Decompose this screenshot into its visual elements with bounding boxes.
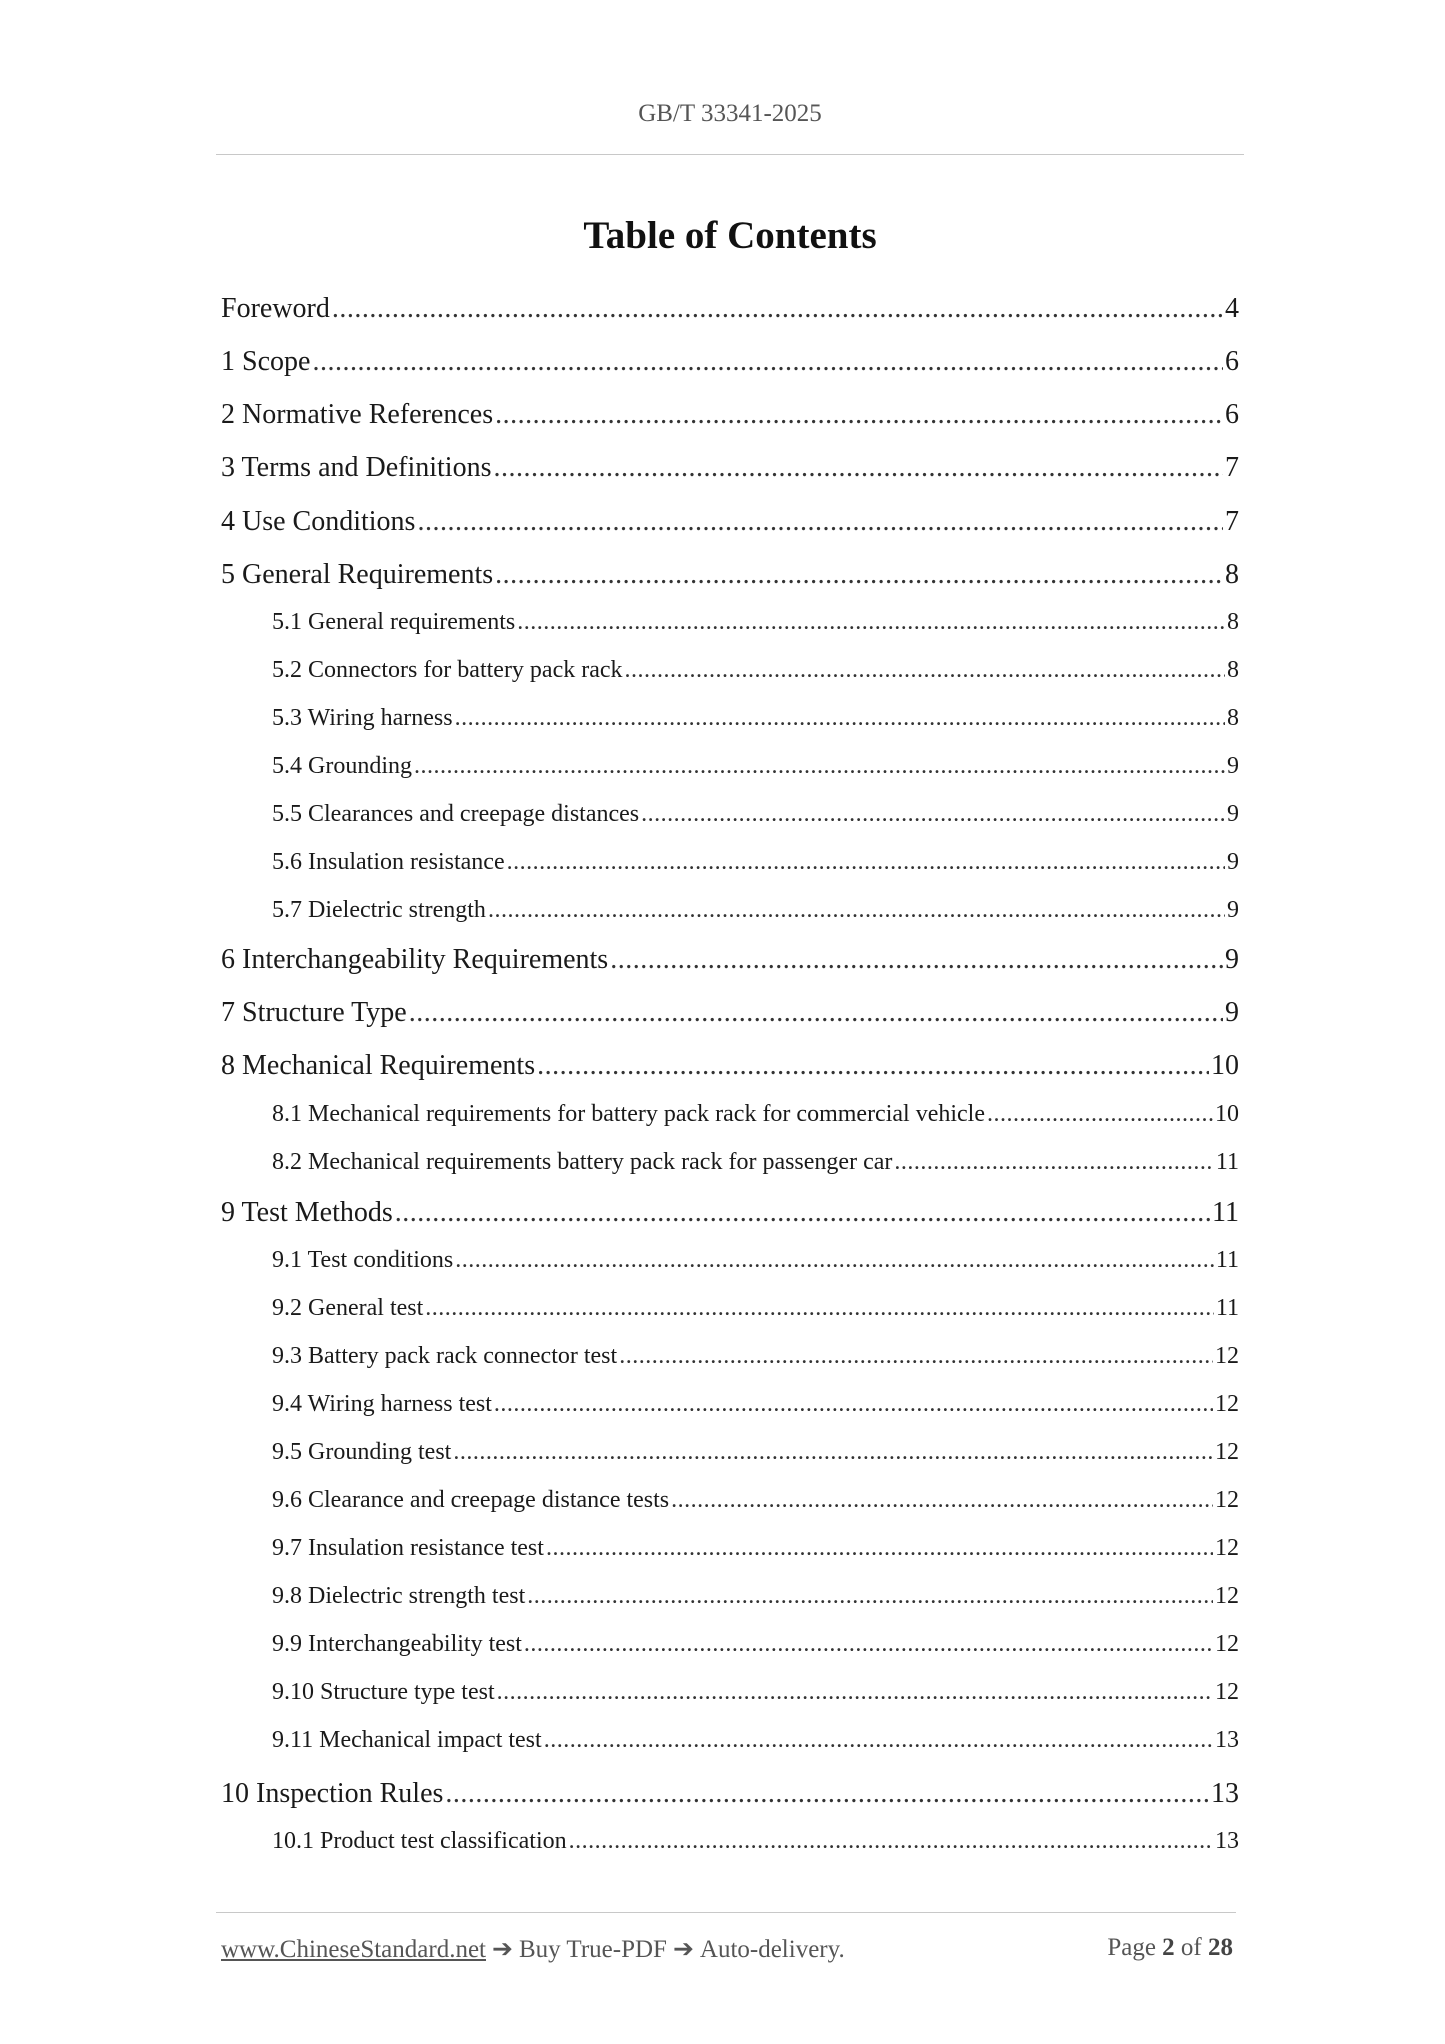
toc-entry[interactable] (272, 1295, 1239, 1322)
toc-entry-page: 8 (1227, 657, 1239, 683)
toc-entry-page: 8 (1227, 609, 1239, 635)
toc-entry-page: 11 (1215, 1149, 1239, 1175)
toc-entry-label: Foreword (221, 293, 330, 324)
dot-leader (417, 506, 1223, 538)
toc-entry[interactable] (272, 1391, 1239, 1418)
toc-entry[interactable] (221, 346, 1239, 378)
toc-entry-label: 9 Test Methods (221, 1197, 393, 1228)
toc-entry-page: 6 (1225, 399, 1239, 430)
toc-entry[interactable] (221, 399, 1239, 431)
toc-entry-page: 13 (1211, 1778, 1239, 1809)
toc-entry-page: 13 (1215, 1727, 1239, 1753)
toc-entry[interactable] (272, 1631, 1239, 1658)
toc-entry-label: 5.2 Connectors for battery pack rack (272, 657, 623, 683)
toc-entry-page: 12 (1215, 1439, 1239, 1465)
dot-leader (544, 1727, 1213, 1754)
toc-entry-label: 9.2 General test (272, 1295, 424, 1321)
toc-entry-page: 11 (1215, 1247, 1239, 1273)
toc-entry[interactable] (221, 559, 1239, 591)
toc-entry-label: 8 Mechanical Requirements (221, 1050, 536, 1081)
toc-entry-page: 11 (1215, 1295, 1239, 1321)
toc-entry-page: 9 (1225, 997, 1239, 1028)
toc-entry-label: 9.6 Clearance and creepage distance tests (272, 1487, 670, 1513)
toc-entry-label: 4 Use Conditions (221, 506, 416, 537)
toc-entry-page: 12 (1215, 1535, 1239, 1561)
arrow-right-icon: ➔ (492, 1936, 513, 1963)
toc-entry-page: 12 (1215, 1391, 1239, 1417)
page-total: 28 (1208, 1934, 1233, 1961)
toc-entry[interactable] (221, 944, 1239, 976)
toc-entry-label: 5.1 General requirements (272, 609, 516, 635)
page-footer (221, 1934, 1233, 1968)
toc-entry[interactable] (272, 1487, 1239, 1514)
toc-entry-page: 9 (1227, 801, 1239, 827)
site-link[interactable]: www.ChineseStandard.net (221, 1936, 486, 1963)
toc-entry-page: 7 (1225, 506, 1239, 537)
toc-entry-label: 8.2 Mechanical requirements battery pack rack for passenger car (272, 1149, 893, 1175)
toc-entry-page: 8 (1227, 705, 1239, 731)
toc-entry[interactable] (221, 506, 1239, 538)
dot-leader (987, 1101, 1213, 1128)
toc-entry-label: 9.1 Test conditions (272, 1247, 454, 1273)
dot-leader (312, 346, 1223, 378)
dot-leader (409, 997, 1223, 1029)
dot-leader (455, 705, 1225, 732)
toc-entry[interactable] (272, 657, 1239, 684)
dot-leader (524, 1631, 1213, 1658)
dot-leader (507, 849, 1225, 876)
toc-entry-label: 9.3 Battery pack rack connector test (272, 1343, 618, 1369)
dot-leader (546, 1535, 1213, 1562)
toc-entry-page: 12 (1215, 1487, 1239, 1513)
toc-entry[interactable] (272, 849, 1239, 876)
delivery-text: Auto-delivery. (699, 1936, 845, 1963)
toc-entry-label: 9.7 Insulation resistance test (272, 1535, 544, 1561)
toc-entry-label: 5.5 Clearances and creepage distances (272, 801, 640, 827)
toc-entry[interactable] (272, 1439, 1239, 1466)
dot-leader (894, 1149, 1214, 1176)
toc-entry[interactable] (272, 801, 1239, 828)
dot-leader (527, 1583, 1213, 1610)
toc-entry-page: 10 (1211, 1050, 1239, 1081)
toc-title: Table of Contents (583, 214, 877, 257)
toc-entry-label: 9.8 Dielectric strength test (272, 1583, 526, 1609)
toc-entry-page: 12 (1215, 1343, 1239, 1369)
toc-entry-page: 9 (1225, 944, 1239, 975)
dot-leader (425, 1295, 1214, 1322)
toc-entry-label: 10.1 Product test classification (272, 1828, 567, 1854)
toc-entry[interactable] (272, 753, 1239, 780)
toc-entry-page: 7 (1225, 452, 1239, 483)
toc-entry-page: 10 (1215, 1101, 1239, 1127)
toc-entry[interactable] (272, 1101, 1239, 1128)
toc-entry-label: 1 Scope (221, 346, 311, 377)
toc-entry-label: 9.9 Interchangeability test (272, 1631, 522, 1657)
toc-entry-label: 7 Structure Type (221, 997, 407, 1028)
toc-entry-page: 12 (1215, 1631, 1239, 1657)
toc-entry-page: 4 (1225, 293, 1239, 324)
toc-entry-page: 6 (1225, 346, 1239, 377)
dot-leader (414, 753, 1225, 780)
toc-entry[interactable] (272, 1583, 1239, 1610)
dot-leader (495, 399, 1223, 431)
running-header: GB/T 33341-2025 (638, 100, 822, 127)
toc-entry[interactable] (221, 1050, 1239, 1082)
toc-entry[interactable] (272, 1828, 1239, 1855)
toc-entry-page: 12 (1215, 1679, 1239, 1705)
toc-entry[interactable] (221, 452, 1239, 484)
toc-entry[interactable] (272, 609, 1239, 636)
dot-leader (455, 1247, 1214, 1274)
toc-entry-page: 12 (1215, 1583, 1239, 1609)
of-word: of (1180, 1934, 1202, 1961)
dot-leader (517, 609, 1225, 636)
toc-entry[interactable] (272, 1535, 1239, 1562)
toc-entry-label: 8.1 Mechanical requirements for battery pack rack for commercial vehicle (272, 1101, 985, 1127)
toc-entry-page: 11 (1212, 1197, 1239, 1228)
dot-leader (671, 1487, 1213, 1514)
dot-leader (610, 944, 1223, 976)
toc-entry[interactable] (221, 293, 1239, 325)
dot-leader (488, 897, 1225, 924)
toc-entry-label: 9.11 Mechanical impact test (272, 1727, 542, 1753)
toc-entry[interactable] (221, 997, 1239, 1029)
toc-entry-label: 5 General Requirements (221, 559, 494, 590)
toc-entry-label: 5.3 Wiring harness (272, 705, 453, 731)
toc-entry-page: 9 (1227, 897, 1239, 923)
toc-entry[interactable] (272, 1247, 1239, 1274)
toc-entry-label: 3 Terms and Definitions (221, 452, 492, 483)
toc-entry-page: 8 (1225, 559, 1239, 590)
dot-leader (569, 1828, 1213, 1855)
page-word: Page (1107, 1934, 1156, 1961)
toc-entry[interactable] (272, 1343, 1239, 1370)
toc-entry-label: 10 Inspection Rules (221, 1778, 444, 1809)
page-current: 2 (1162, 1934, 1175, 1961)
toc-entry[interactable] (272, 897, 1239, 924)
dot-leader (493, 452, 1223, 484)
toc-entry-label: 5.4 Grounding (272, 753, 412, 779)
dot-leader (445, 1778, 1209, 1810)
toc-entry-label: 2 Normative References (221, 399, 494, 430)
arrow-right-icon: ➔ (672, 1936, 694, 1963)
dot-leader (641, 801, 1225, 828)
toc-entry-label: 9.10 Structure type test (272, 1679, 495, 1705)
dot-leader (625, 657, 1225, 684)
toc-entry-label: 5.7 Dielectric strength (272, 897, 486, 923)
footer-divider (216, 1912, 1236, 1913)
toc-entry[interactable] (272, 1727, 1239, 1754)
footer-promo (221, 1934, 845, 1964)
toc-entry[interactable] (221, 1778, 1239, 1810)
toc-entry-label: 6 Interchangeability Requirements (221, 944, 609, 975)
toc-entry-label: 9.5 Grounding test (272, 1439, 452, 1465)
toc-entry-page: 9 (1227, 849, 1239, 875)
toc-entry-label: 9.4 Wiring harness test (272, 1391, 492, 1417)
toc-entry-page: 9 (1227, 753, 1239, 779)
toc-entry[interactable] (272, 1679, 1239, 1706)
toc-entry[interactable] (272, 705, 1239, 732)
toc-entry-label: 5.6 Insulation resistance (272, 849, 505, 875)
dot-leader (619, 1343, 1213, 1370)
toc-entry[interactable] (221, 1197, 1239, 1229)
page-indicator (1107, 1934, 1233, 1962)
dot-leader (453, 1439, 1213, 1466)
dot-leader (395, 1197, 1210, 1229)
dot-leader (332, 293, 1223, 325)
dot-leader (494, 1391, 1213, 1418)
buy-text: Buy True-PDF (518, 1936, 667, 1963)
toc-entry-page: 13 (1215, 1828, 1239, 1854)
dot-leader (497, 1679, 1213, 1706)
dot-leader (495, 559, 1223, 591)
dot-leader (537, 1050, 1209, 1082)
toc-entry[interactable] (272, 1149, 1239, 1176)
